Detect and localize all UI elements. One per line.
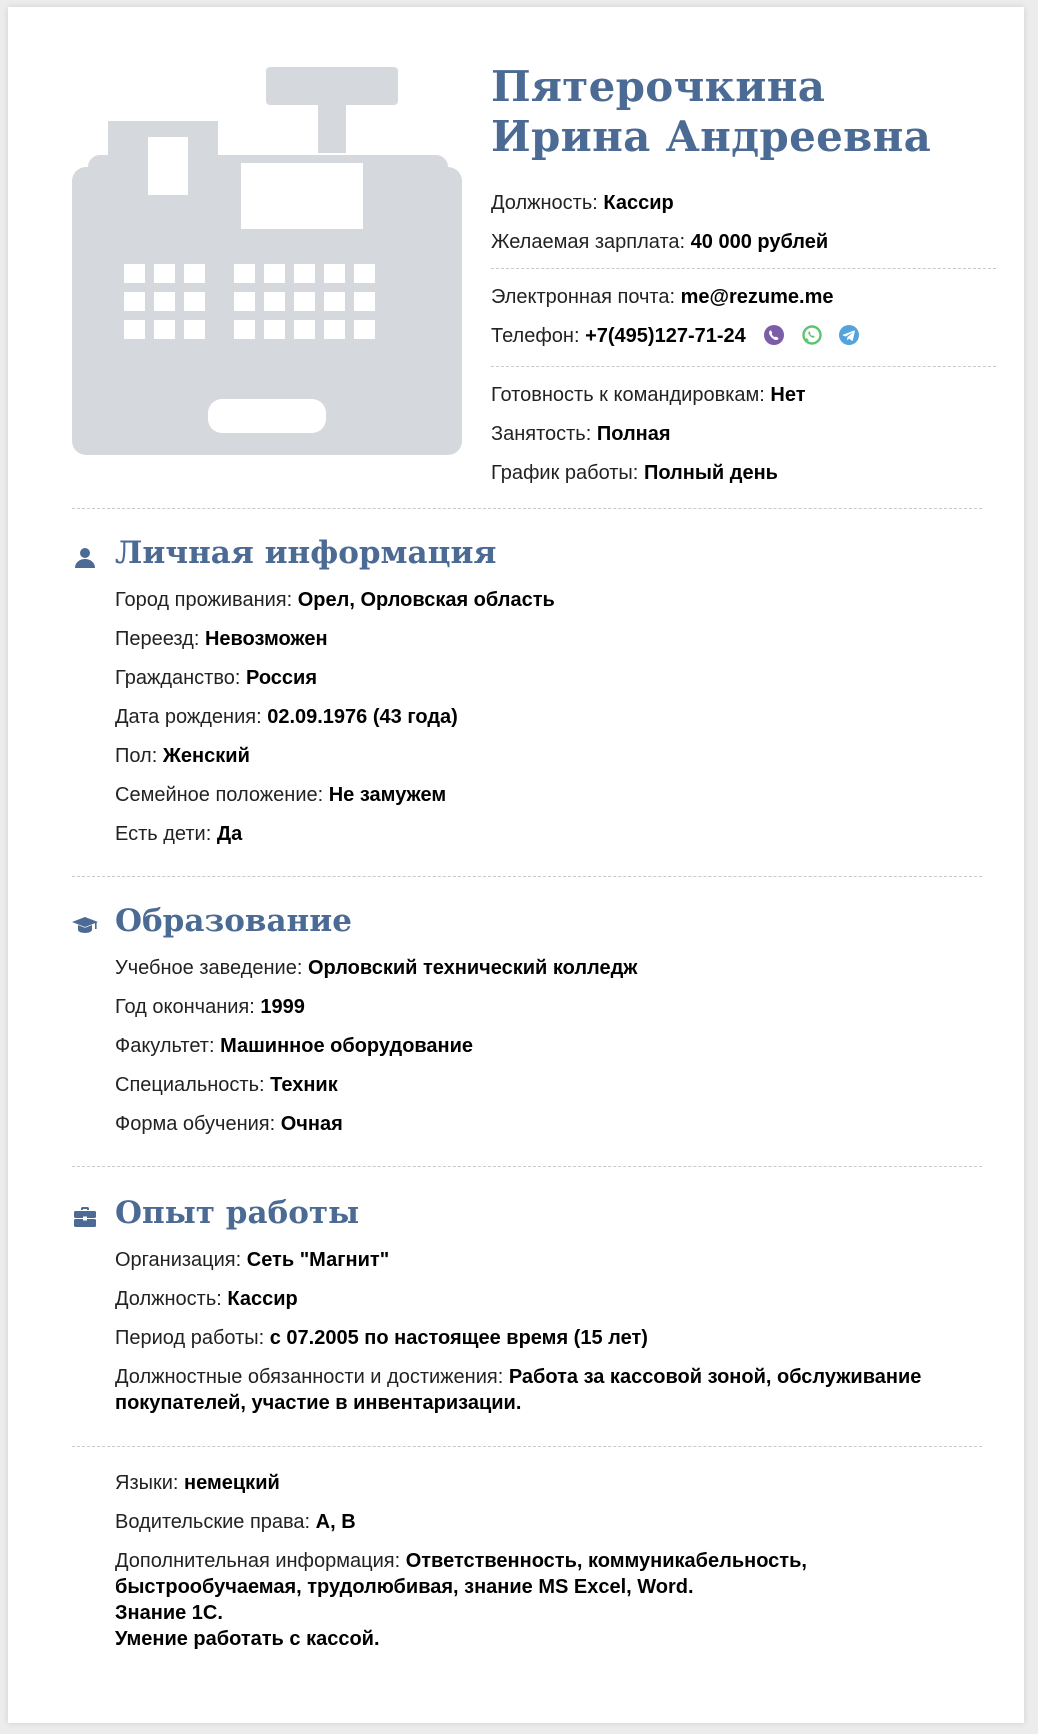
row-value: Орловский технический колледж	[307, 957, 638, 979]
user-icon	[72, 541, 98, 565]
section-title-text: Личная информация	[115, 535, 497, 571]
row-value: Да	[216, 823, 243, 845]
row-value: Очная	[280, 1113, 343, 1135]
row-label: Период работы:	[115, 1327, 265, 1349]
email-value[interactable]: me@rezume.me	[680, 286, 834, 308]
employment-value: Полная	[596, 423, 671, 445]
education-rows	[72, 955, 982, 1137]
position-label: Должность:	[491, 192, 598, 214]
position-value: Кассир	[603, 192, 674, 214]
info-row	[115, 1111, 982, 1137]
row-value: Машинное оборудование	[220, 1035, 474, 1057]
info-row	[115, 1247, 982, 1273]
row-value: A, B	[315, 1511, 356, 1533]
email-label: Электронная почта:	[491, 286, 676, 308]
candidate-name: Пятерочкина Ирина Андреевна	[491, 62, 932, 161]
section-divider	[72, 876, 982, 877]
info-row	[115, 626, 982, 652]
section-education	[72, 901, 982, 1150]
row-value: Невозможен	[204, 628, 328, 650]
section-divider	[72, 1166, 982, 1167]
additional-info-value: Умение работать с кассой.	[115, 1628, 380, 1650]
row-value: 1999	[260, 996, 305, 1018]
section-title-text: Опыт работы	[115, 1195, 360, 1231]
section-experience	[72, 1193, 982, 1429]
briefcase-icon	[72, 1201, 98, 1225]
info-row	[115, 1509, 982, 1535]
cash-register-photo	[72, 67, 462, 455]
divider	[491, 268, 996, 269]
schedule-label: График работы:	[491, 462, 639, 484]
row-label: Специальность:	[115, 1074, 265, 1096]
whatsapp-icon[interactable]	[801, 324, 823, 353]
salary-label: Желаемая зарплата:	[491, 231, 686, 253]
info-row	[115, 994, 982, 1020]
row-label: Семейное положение:	[115, 784, 324, 806]
row-label: Языки:	[115, 1472, 179, 1494]
additional-info-value: Знание 1С.	[115, 1602, 223, 1624]
schedule-value: Полный день	[643, 462, 778, 484]
row-value: 02.09.1976 (43 года)	[267, 706, 458, 728]
additional-info-value: Ответственность, коммуникабельность, быстрообучаемая, трудолюбивая, знание MS Excel, Word.	[115, 1550, 807, 1598]
additional-info-row	[115, 1548, 982, 1652]
info-row	[115, 1364, 982, 1416]
row-label: Форма обучения:	[115, 1113, 276, 1135]
info-row	[115, 1470, 982, 1496]
trips-value: Нет	[770, 384, 806, 406]
row-label: Есть дети:	[115, 823, 212, 845]
section-divider	[72, 1446, 982, 1447]
trips-row	[491, 382, 996, 408]
personal-rows	[72, 587, 982, 847]
row-label: Переезд:	[115, 628, 200, 650]
resume-sheet	[8, 7, 1024, 1723]
row-label: Гражданство:	[115, 667, 241, 689]
row-label: Факультет:	[115, 1035, 215, 1057]
experience-rows	[72, 1247, 982, 1416]
additional-info-label: Дополнительная информация:	[115, 1550, 401, 1572]
info-row	[115, 955, 982, 981]
info-row	[115, 587, 982, 613]
info-row	[115, 1033, 982, 1059]
row-label: Учебное заведение:	[115, 957, 303, 979]
info-row	[115, 1325, 982, 1351]
row-value: Работа за кассовой зоной, обслуживание покупателей, участие в инвентаризации.	[115, 1366, 922, 1414]
trips-label: Готовность к командировкам:	[491, 384, 765, 406]
row-value: Орел, Орловская область	[297, 589, 555, 611]
email-row	[491, 284, 996, 310]
salary-value: 40 000 рублей	[690, 231, 829, 253]
section-title-text: Образование	[115, 903, 352, 939]
row-label: Год окончания:	[115, 996, 255, 1018]
row-value: Сеть "Магнит"	[246, 1249, 390, 1271]
phone-row	[491, 323, 996, 353]
telegram-icon[interactable]	[838, 324, 860, 353]
row-label: Водительские права:	[115, 1511, 311, 1533]
section-extra	[72, 1470, 982, 1665]
row-value: Кассир	[227, 1288, 298, 1310]
info-row	[115, 743, 982, 769]
section-title-personal	[72, 533, 982, 573]
section-personal	[72, 533, 982, 860]
row-value: Россия	[245, 667, 317, 689]
graduation-cap-icon	[72, 909, 98, 933]
row-label: Город проживания:	[115, 589, 293, 611]
cash-register-icon	[72, 67, 462, 455]
divider	[491, 366, 996, 367]
row-value: Техник	[270, 1074, 338, 1096]
salary-row	[491, 229, 996, 255]
row-label: Организация:	[115, 1249, 242, 1271]
info-row	[115, 704, 982, 730]
row-value: немецкий	[184, 1472, 280, 1494]
info-row	[115, 821, 982, 847]
info-row	[115, 1072, 982, 1098]
row-value: с 07.2005 по настоящее время (15 лет)	[269, 1327, 648, 1349]
employment-row	[491, 421, 996, 447]
section-title-experience	[72, 1193, 982, 1233]
section-title-education	[72, 901, 982, 941]
schedule-row	[491, 460, 996, 486]
info-row	[115, 782, 982, 808]
extra-rows	[72, 1470, 982, 1652]
section-divider	[72, 508, 982, 509]
position-row	[491, 190, 996, 216]
viber-icon[interactable]	[763, 324, 785, 353]
messenger-icons	[763, 324, 870, 353]
row-label: Дата рождения:	[115, 706, 262, 728]
row-label: Должностные обязанности и достижения:	[115, 1366, 504, 1388]
info-row	[115, 1286, 982, 1312]
row-label: Пол:	[115, 745, 158, 767]
phone-label: Телефон:	[491, 325, 580, 347]
row-value: Женский	[162, 745, 250, 767]
info-row	[115, 665, 982, 691]
employment-label: Занятость:	[491, 423, 592, 445]
row-label: Должность:	[115, 1288, 222, 1310]
row-value: Не замужем	[328, 784, 447, 806]
header-info	[491, 62, 996, 499]
phone-value[interactable]: +7(495)127-71-24	[585, 325, 746, 347]
